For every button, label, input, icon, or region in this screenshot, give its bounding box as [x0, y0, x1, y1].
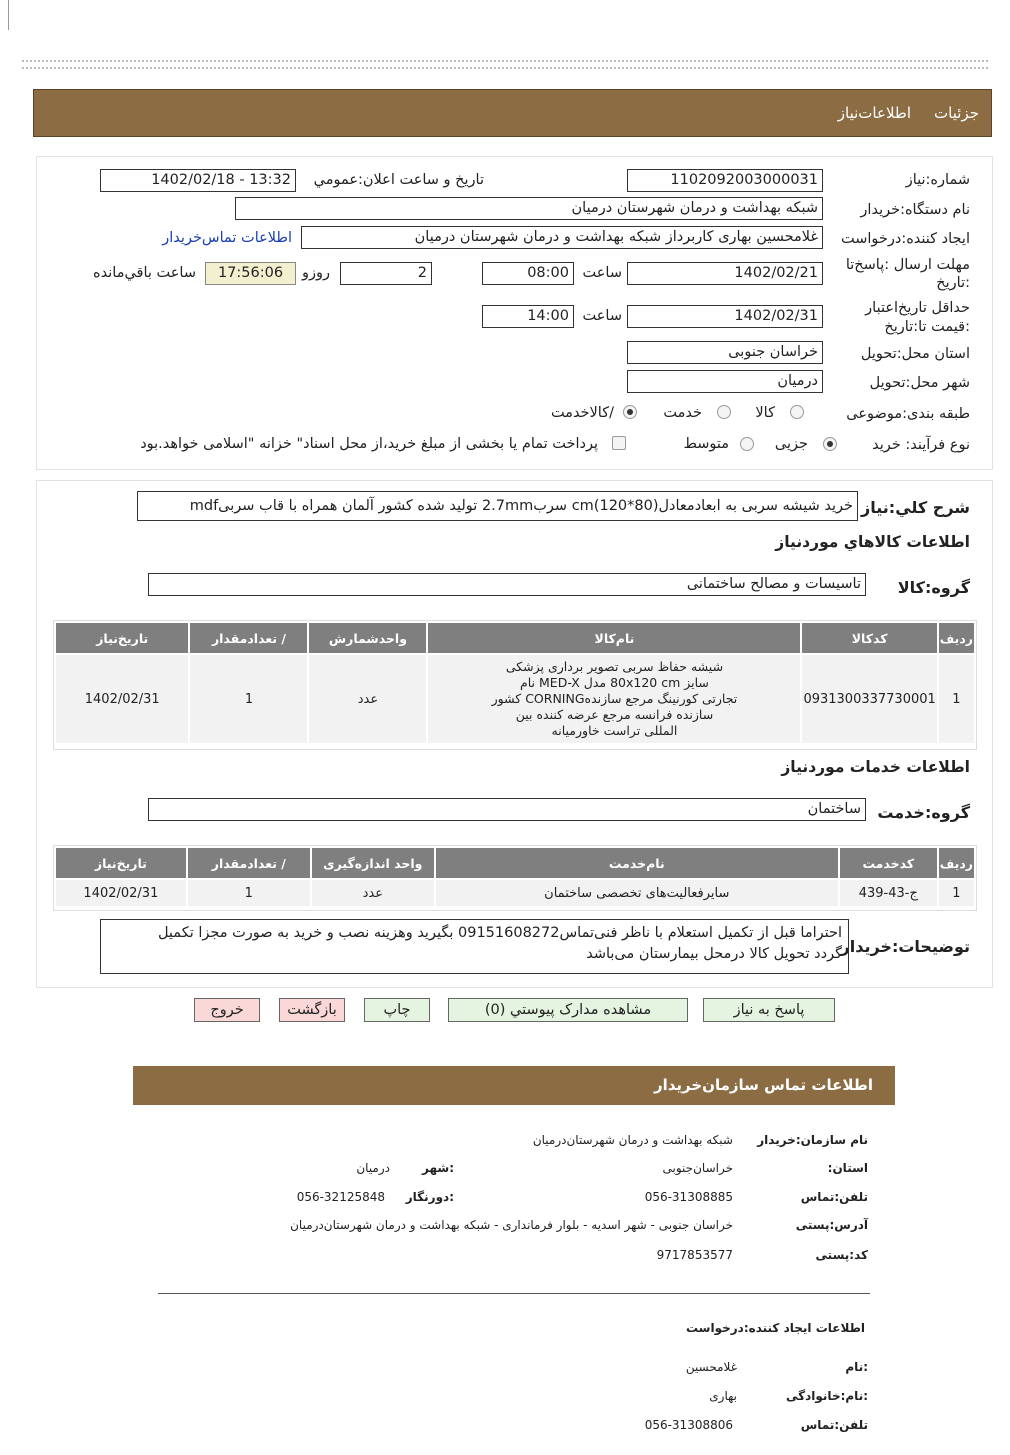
services-col-code: کدخدمت	[840, 848, 937, 878]
province-label: استان محل:تحویل	[860, 346, 970, 362]
goods-name-line: سازنده فرانسه مرجع عرضه کننده بین	[515, 707, 714, 722]
service-group-label: گروه:خدمت	[877, 803, 970, 822]
goods-col-date: تاریخ‌نیاز	[56, 623, 188, 653]
goods-cell-row: 1	[939, 655, 974, 743]
services-cell-name: سایرفعالیت‌های تخصصی ساختمان	[436, 880, 838, 906]
services-cell-unit: عدد	[312, 880, 434, 906]
city-field: درمیان	[627, 370, 823, 393]
announce-label: تاریخ و ساعت اعلان:عمومي	[313, 172, 484, 188]
category-label: طبقه بندی:موضوعی	[846, 406, 970, 422]
process-option-minor: جزیی	[774, 436, 808, 452]
goods-col-name: نام‌کالا	[428, 623, 800, 653]
services-table-frame	[53, 845, 977, 911]
city-label: شهر محل:تحویل	[869, 375, 970, 391]
remaining-label: ساعت باقي‌مانده	[93, 265, 196, 281]
deadline-label-line1: مهلت ارسال :پاسخ‌تا	[845, 257, 970, 273]
goods-col-unit: واحدشمارش	[309, 623, 426, 653]
contact-fax-label: :دورنگار	[405, 1190, 454, 1204]
goods-cell-date: 1402/02/31	[56, 655, 188, 743]
goods-cell-name	[428, 655, 800, 743]
buyer-notes-box	[100, 919, 849, 974]
contact-org-value: شبکه بهداشت و درمان شهرستان‌درمیان	[532, 1133, 733, 1147]
days-field: 2	[340, 262, 432, 285]
process-radio-minor[interactable]	[823, 437, 837, 451]
services-col-qty: / تعدادمقدار	[188, 848, 310, 878]
goods-cell-code: 0931300337730001	[802, 655, 936, 743]
category-radio-goods[interactable]	[790, 405, 804, 419]
category-option-goods-service: /کالاخدمت	[550, 405, 614, 421]
validity-date-field: 1402/02/31	[627, 305, 823, 328]
deadline-label-line2: :تاریخ	[936, 275, 970, 291]
services-cell-qty: 1	[188, 880, 310, 906]
creator-phone-value: 056-31308806	[644, 1418, 733, 1432]
contact-province-value: خراسان‌جنوبی	[662, 1161, 733, 1175]
contact-address-label: آدرس:پستی	[795, 1218, 868, 1232]
contact-postal-label: کد:پستی	[815, 1248, 868, 1262]
contact-org-label: نام سازمان:خریدار	[757, 1133, 868, 1147]
goods-group-label: گروه:کالا	[897, 578, 970, 597]
process-radio-medium[interactable]	[740, 437, 754, 451]
goods-cell-unit: عدد	[309, 655, 426, 743]
deadline-date-field: 1402/02/21	[627, 262, 823, 285]
category-radio-service[interactable]	[717, 405, 731, 419]
buyer-org-label: نام دستگاه:خریدار	[860, 202, 970, 218]
details-header-bar	[33, 89, 992, 137]
back-button[interactable]: بازگشت	[279, 998, 345, 1022]
creator-info-title: اطلاعات ایجاد کننده:درخواست	[685, 1321, 865, 1335]
contact-province-label: استان:	[827, 1161, 868, 1175]
creator-first-name-label: :نام	[845, 1360, 868, 1374]
buyer-notes-label: توضیحات:خریدار	[840, 937, 970, 956]
contact-fax-value: 056-32125848	[296, 1190, 385, 1204]
announce-datetime-field: 1402/02/18 - 13:32	[100, 169, 296, 192]
services-col-row: ردیف	[939, 848, 974, 878]
services-cell-row: 1	[939, 880, 974, 906]
need-number-field: 1102092003000031	[627, 169, 823, 192]
tab-need-info[interactable]: اطلاعات‌نیاز	[837, 104, 911, 122]
goods-table	[54, 621, 976, 745]
goods-name-line: سایز 80x120 cm مدل MED-X نام	[520, 675, 709, 690]
province-field: خراسان جنوبی	[627, 341, 823, 364]
contact-postal-value: 9717853577	[656, 1248, 733, 1262]
services-col-name: نام‌خدمت	[436, 848, 838, 878]
creator-label: ایجاد کننده:درخواست	[841, 231, 970, 247]
top-divider	[22, 60, 988, 69]
buyer-contact-title: اطلاعات تماس سازمان‌خریدار	[653, 1076, 873, 1094]
creator-field: غلامحسین بهاری کاربرداز شبکه بهداشت و درمان شهرستان درمیان	[301, 226, 823, 249]
remaining-time-field: 17:56:06	[205, 262, 296, 285]
print-button[interactable]: چاپ	[364, 998, 430, 1022]
creator-first-name-value: غلامحسین	[685, 1360, 737, 1374]
process-option-medium: متوسط	[683, 436, 729, 452]
deadline-time-label: ساعت	[582, 265, 622, 281]
goods-name-line: المللی تراست خاورمیانه	[551, 723, 678, 738]
process-label: نوع فرآیند: خرید	[872, 437, 970, 453]
contact-divider	[158, 1293, 870, 1294]
validity-time-field: 14:00	[482, 305, 574, 328]
goods-table-frame	[53, 620, 977, 750]
goods-col-row: ردیف	[939, 623, 974, 653]
buyer-notes-line: گردد تحویل کالا درمحل بیمارستان می‌باشد	[586, 946, 842, 962]
goods-col-qty: / تعدادمقدار	[190, 623, 307, 653]
validity-label-line2: :قیمت تا:تاریخ	[884, 319, 970, 335]
buyer-contact-header	[133, 1066, 895, 1105]
services-col-date: تاریخ‌نیاز	[56, 848, 186, 878]
goods-name-line: تجارتی کورنینگ مرجع سازندهCORNING کشور	[491, 691, 738, 706]
view-attachments-button[interactable]: مشاهده مدارک پیوستي (0)	[448, 998, 688, 1022]
validity-time-label: ساعت	[582, 308, 622, 324]
creator-last-name-value: بهاری	[709, 1389, 737, 1403]
need-description-field: خرید شیشه سربی به ابعادمعادل(80*120)cm سرب2.7mm تولید شده کشور آلمان همراه با قاب سربیmdf	[137, 491, 858, 521]
buyer-contact-link[interactable]: اطلاعات تماس‌خریدار	[162, 230, 292, 246]
service-group-field: ساختمان	[148, 798, 866, 821]
treasury-payment-note: پرداخت تمام یا بخشی از مبلغ خرید،از محل اسناد" خزانه "اسلامی خواهد.بود	[140, 436, 598, 452]
table-row	[56, 655, 974, 743]
days-label: روزو	[301, 265, 330, 281]
buyer-org-field: شبکه بهداشت و درمان شهرستان درمیان	[235, 197, 823, 220]
category-option-service: خدمت	[663, 405, 702, 421]
page-left-rule	[8, 0, 9, 30]
contact-phone-value: 056-31308885	[644, 1190, 733, 1204]
services-col-unit: واحد اندازه‌گیری	[312, 848, 434, 878]
validity-label-line1: حداقل تاریخ‌اعتبار	[865, 300, 970, 316]
buyer-notes-line: احتراما قبل از تکمیل استعلام با ناظر فنی‌تماس09151608272 بگیرید وهزینه نصب و خرید به صورت مجزا تکمیل	[157, 925, 842, 941]
exit-button[interactable]: خروج	[194, 998, 260, 1022]
table-row	[56, 880, 974, 906]
goods-section-title: اطلاعات کالاهاي موردنیاز	[775, 533, 970, 551]
services-cell-date: 1402/02/31	[56, 880, 186, 906]
services-table	[54, 846, 976, 908]
need-number-label: شماره:نیاز	[905, 172, 970, 188]
creator-phone-label: تلفن:تماس	[800, 1418, 868, 1432]
contact-city-label: :شهر	[422, 1161, 454, 1175]
goods-name-line: شیشه حفاظ سربی تصویر برداری پزشکی	[505, 659, 724, 674]
goods-group-field: تاسیسات و مصالح ساختمانی	[148, 573, 866, 596]
contact-city-value: درمیان	[356, 1161, 390, 1175]
category-radio-goods-service[interactable]	[623, 405, 637, 419]
treasury-payment-checkbox[interactable]	[612, 436, 626, 450]
deadline-time-field: 08:00	[482, 262, 574, 285]
tab-details[interactable]: جزئيات	[934, 104, 979, 122]
reply-button[interactable]: پاسخ به نیاز	[703, 998, 835, 1022]
need-description-label: شرح کلي:نیاز	[861, 498, 970, 517]
services-cell-code: ج-43-439	[840, 880, 937, 906]
contact-address-value: خراسان جنوبی - شهر اسدیه - بلوار فرمانداری - شبکه بهداشت و درمان شهرستان‌درمیان	[290, 1218, 733, 1232]
contact-phone-label: تلفن:تماس	[800, 1190, 868, 1204]
creator-last-name-label: :نام:خانوادگی	[786, 1389, 868, 1403]
goods-cell-qty: 1	[190, 655, 307, 743]
goods-col-code: کدکالا	[802, 623, 936, 653]
services-section-title: اطلاعات خدمات موردنیاز	[781, 758, 970, 776]
category-option-goods: کالا	[755, 405, 775, 421]
